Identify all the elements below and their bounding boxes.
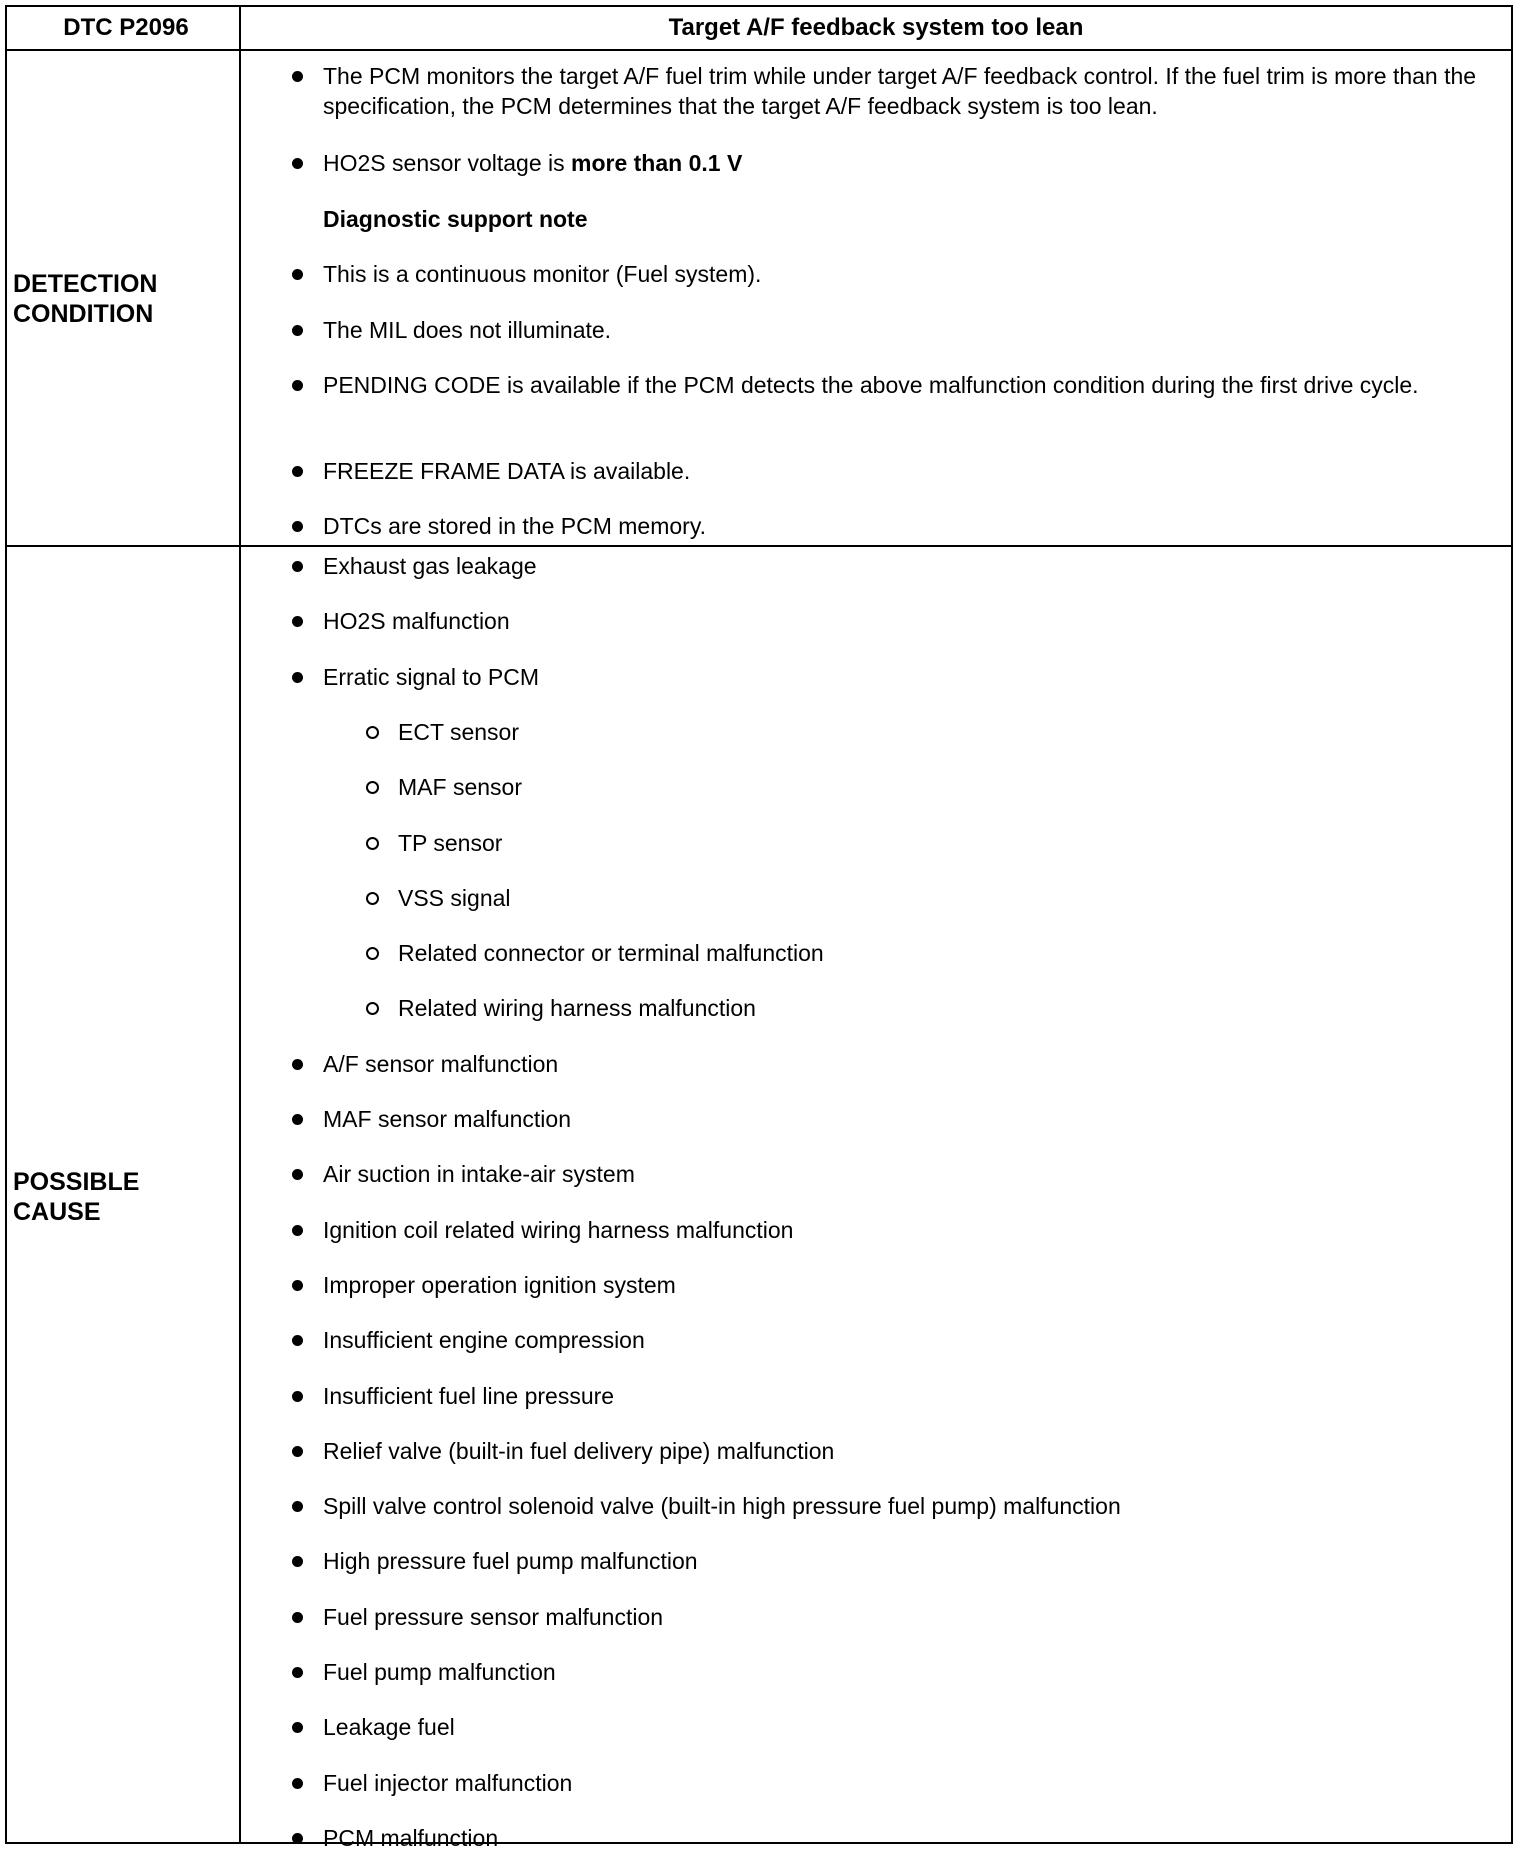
bullet-icon [292,1391,303,1402]
list-item: Spill valve control solenoid valve (built-in high pressure fuel pump) malfunction [323,1491,1493,1521]
bullet-icon [292,466,303,477]
bullet-icon [292,380,303,391]
list-item: DTCs are stored in the PCM memory. [323,511,1493,541]
bullet-icon [292,616,303,627]
list-item: Exhaust gas leakage [323,551,1493,581]
bullet-icon [292,1169,303,1180]
list-item: Fuel pump malfunction [323,1657,1493,1687]
list-item: HO2S sensor voltage is more than 0.1 V [323,148,1493,178]
bullet-icon [292,1722,303,1733]
detection-condition-label: DETECTION CONDITION [13,270,158,328]
bullet-icon [292,1778,303,1789]
sub-list-item: Related connector or terminal malfunction [398,938,1493,968]
list-item: Air suction in intake-air system [323,1159,1493,1189]
bullet-icon [292,269,303,280]
bullet-icon [292,672,303,683]
circle-bullet-icon [366,892,379,905]
list-item: FREEZE FRAME DATA is available. [323,456,1493,486]
dtc-code: DTC P2096 [63,14,189,41]
list-item: The PCM monitors the target A/F fuel trim while under target A/F feedback control. If the fuel trim is more than the specification, the PCM determines that the target A/F feedback system is too lean. [323,61,1493,121]
table-header-row [7,7,1511,51]
bullet-icon [292,561,303,572]
list-item: Relief valve (built-in fuel delivery pipe) malfunction [323,1436,1493,1466]
list-item: Erratic signal to PCM [323,662,1493,692]
sub-list-item: TP sensor [398,828,1493,858]
list-item: This is a continuous monitor (Fuel system). [323,259,1493,289]
list-item: HO2S malfunction [323,606,1493,636]
detection-label-cell [7,51,239,545]
bullet-icon [292,521,303,532]
bullet-icon [292,1280,303,1291]
cause-content-cell [241,547,1511,1851]
detection-content-cell [241,51,1511,545]
bullet-icon [292,1335,303,1346]
sub-list-item: Related wiring harness malfunction [398,993,1493,1023]
bullet-icon [292,325,303,336]
bullet-icon [292,1556,303,1567]
list-item: Insufficient fuel line pressure [323,1381,1493,1411]
possible-cause-row [7,547,1511,1851]
sub-list-item: MAF sensor [398,772,1493,802]
list-item: Improper operation ignition system [323,1270,1493,1300]
dtc-code-cell [7,7,239,49]
list-item: A/F sensor malfunction [323,1049,1493,1079]
list-item: Leakage fuel [323,1712,1493,1742]
bullet-icon [292,1225,303,1236]
bullet-icon [292,1833,303,1844]
list-item: PCM malfunction [323,1823,1493,1853]
list-item: PENDING CODE is available if the PCM detects the above malfunction condition during the first drive cycle. [323,370,1493,400]
dtc-title: Target A/F feedback system too lean [668,14,1084,41]
dtc-table [5,5,1513,1851]
bullet-icon [292,1501,303,1512]
dtc-title-cell [241,7,1511,49]
bullet-icon [292,1059,303,1070]
list-item: The MIL does not illuminate. [323,315,1493,345]
sub-list-item: VSS signal [398,883,1493,913]
list-item: MAF sensor malfunction [323,1104,1493,1134]
bullet-icon [292,1612,303,1623]
list-item: Insufficient engine compression [323,1325,1493,1355]
bullet-icon [292,71,303,82]
list-item: Fuel injector malfunction [323,1768,1493,1798]
circle-bullet-icon [366,781,379,794]
diagnostic-support-note-heading: Diagnostic support note [323,206,588,232]
circle-bullet-icon [366,947,379,960]
cause-label-cell [7,547,239,1842]
list-item: Ignition coil related wiring harness malfunction [323,1215,1493,1245]
bullet-icon [292,158,303,169]
list-item: Fuel pressure sensor malfunction [323,1602,1493,1632]
bullet-icon [292,1114,303,1125]
detection-condition-row [7,51,1511,547]
list-item: High pressure fuel pump malfunction [323,1546,1493,1576]
circle-bullet-icon [366,1002,379,1015]
bullet-icon [292,1667,303,1678]
possible-cause-label: POSSIBLE CAUSE [13,1168,140,1226]
bullet-icon [292,1446,303,1457]
circle-bullet-icon [366,837,379,850]
circle-bullet-icon [366,726,379,739]
sub-list-item: ECT sensor [398,717,1493,747]
